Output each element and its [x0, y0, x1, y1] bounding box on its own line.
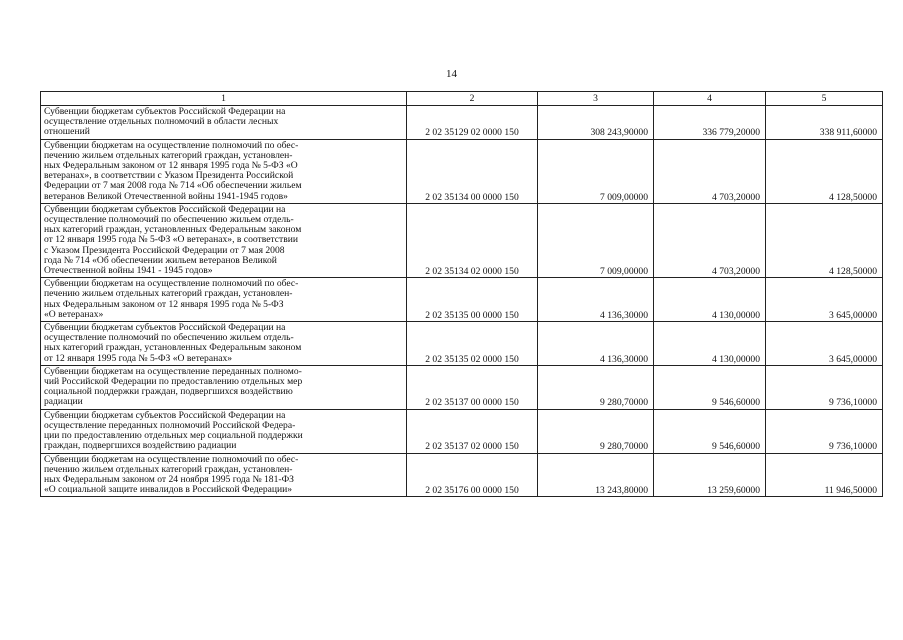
- column-header-5: 5: [766, 92, 883, 106]
- table-row: [41, 139, 883, 203]
- row-value-col5: 338 911,60000: [766, 106, 883, 140]
- row-value-col5: 4 128,50000: [766, 139, 883, 203]
- row-value-col4: 4 703,20000: [654, 139, 766, 203]
- row-budget-code: 2 02 35129 02 0000 150: [407, 106, 538, 140]
- row-description: Субвенции бюджетам субъектов Российской Федерации на осуществление переданных полномочий Российской Федера- ции по предоставлению отдельных мер социальной поддержки граждан, подвергшихся воздействию радиации: [41, 409, 407, 453]
- budget-table: [40, 91, 883, 497]
- row-description: Субвенции бюджетам субъектов Российской Федерации на осуществление отдельных полномочий в области лесных отношений: [41, 106, 407, 140]
- row-budget-code: 2 02 35135 00 0000 150: [407, 278, 538, 322]
- row-budget-code: 2 02 35137 00 0000 150: [407, 365, 538, 409]
- row-value-col3: 9 280,70000: [538, 409, 654, 453]
- row-value-col4: 4 130,00000: [654, 322, 766, 366]
- row-value-col5: 4 128,50000: [766, 203, 883, 277]
- table-header-row: [41, 92, 883, 106]
- row-value-col4: 9 546,60000: [654, 409, 766, 453]
- column-header-4: 4: [654, 92, 766, 106]
- row-description: Субвенции бюджетам на осуществление переданных полномо- чий Российской Федерации по предоставлению отдельных мер социальной поддержки граждан, подвергшихся воздействию радиации: [41, 365, 407, 409]
- page-number: 14: [446, 68, 457, 80]
- row-value-col3: 7 009,00000: [538, 203, 654, 277]
- table-row: [41, 203, 883, 277]
- row-value-col4: 4 130,00000: [654, 278, 766, 322]
- row-description: Субвенции бюджетам на осуществление полномочий по обес- печению жильем отдельных категорий граждан, установлен- ных Федеральным законом от 12 января 1995 года № 5-ФЗ «О ветеранах»: [41, 278, 407, 322]
- row-value-col3: 9 280,70000: [538, 365, 654, 409]
- row-description: Субвенции бюджетам субъектов Российской Федерации на осуществление полномочий по обеспечению жильем отдель- ных категорий граждан, установленных Федеральным законом от 12 января 1995 года № 5-ФЗ «О ветеранах», в соответствии с Указом Президента Российской Федерации от 7 мая 2008 года № 714 «Об обеспечении жильем ветеранов Великой Отечественной войны 1941 - 1945 годов»: [41, 203, 407, 277]
- row-budget-code: 2 02 35135 02 0000 150: [407, 322, 538, 366]
- row-value-col4: 336 779,20000: [654, 106, 766, 140]
- row-value-col3: 7 009,00000: [538, 139, 654, 203]
- table-row: [41, 278, 883, 322]
- row-value-col3: 308 243,90000: [538, 106, 654, 140]
- table-row: [41, 453, 883, 497]
- row-description: Субвенции бюджетам на осуществление полномочий по обес- печению жильем отдельных категорий граждан, установлен- ных Федеральным законом от 12 января 1995 года № 5-ФЗ «О ветеранах», в соответствии с Указом Президента Российской Федерации от 7 мая 2008 года № 714 «Об обеспечении жильем ветеранов Великой Отечественной войны 1941-1945 годов»: [41, 139, 407, 203]
- row-value-col4: 9 546,60000: [654, 365, 766, 409]
- row-value-col4: 4 703,20000: [654, 203, 766, 277]
- row-budget-code: 2 02 35137 02 0000 150: [407, 409, 538, 453]
- row-value-col3: 4 136,30000: [538, 278, 654, 322]
- row-description: Субвенции бюджетам на осуществление полномочий по обес- печению жильем отдельных категорий граждан, установлен- ных Федеральным законом от 24 ноября 1995 года № 181-ФЗ «О социальной защите инвалидов в Российской Федерации»: [41, 453, 407, 497]
- row-value-col5: 3 645,00000: [766, 278, 883, 322]
- row-description: Субвенции бюджетам субъектов Российской Федерации на осуществление полномочий по обеспечению жильем отдель- ных категорий граждан, установленных Федеральным законом от 12 января 1995 года № 5-ФЗ «О ветеранах»: [41, 322, 407, 366]
- column-header-2: 2: [407, 92, 538, 106]
- table-row: [41, 365, 883, 409]
- row-value-col3: 13 243,80000: [538, 453, 654, 497]
- column-header-3: 3: [538, 92, 654, 106]
- table-row: [41, 409, 883, 453]
- row-value-col4: 13 259,60000: [654, 453, 766, 497]
- row-value-col5: 11 946,50000: [766, 453, 883, 497]
- column-header-1: 1: [41, 92, 407, 106]
- table-row: [41, 106, 883, 140]
- table-row: [41, 322, 883, 366]
- row-budget-code: 2 02 35134 00 0000 150: [407, 139, 538, 203]
- row-value-col5: 3 645,00000: [766, 322, 883, 366]
- row-value-col5: 9 736,10000: [766, 409, 883, 453]
- row-budget-code: 2 02 35176 00 0000 150: [407, 453, 538, 497]
- row-value-col3: 4 136,30000: [538, 322, 654, 366]
- row-value-col5: 9 736,10000: [766, 365, 883, 409]
- row-budget-code: 2 02 35134 02 0000 150: [407, 203, 538, 277]
